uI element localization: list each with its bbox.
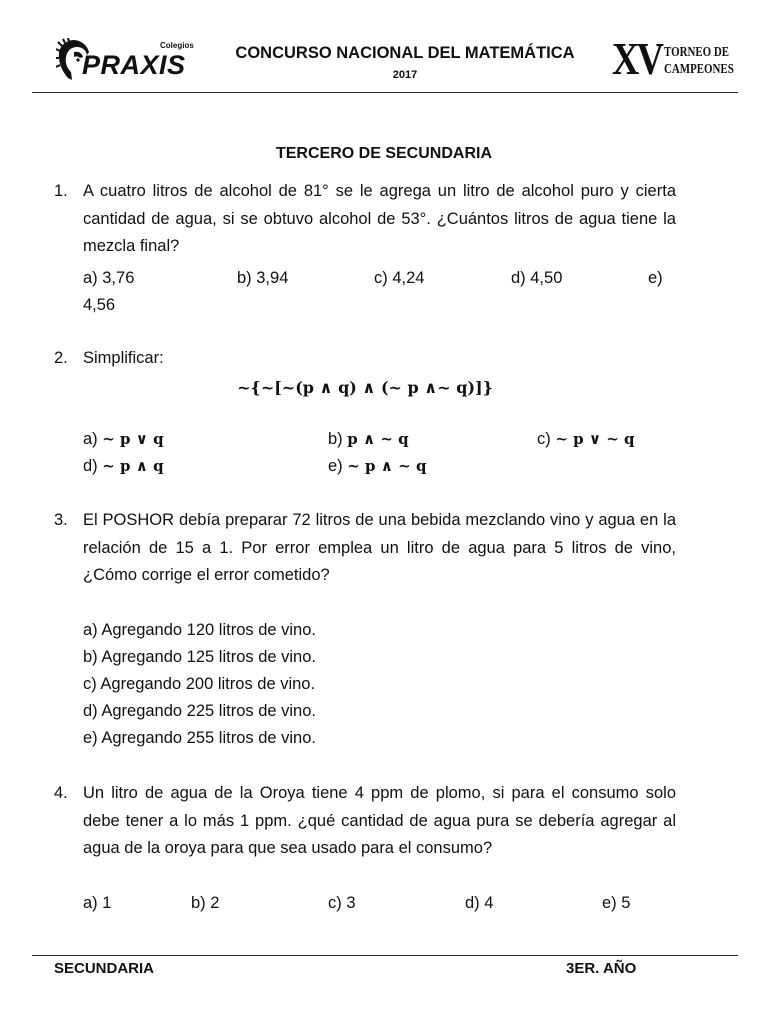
question-text: El POSHOR debía preparar 72 litros de una bebida mezclando vino y agua en la relación de 15 a 1. Por error emplea un litro de agua para 5 litros de vino, ¿Cómo corrige el error cometido? — [83, 511, 676, 584]
option-b — [328, 426, 409, 454]
logic-expression: ~{~[~(p ∧ q) ∧ (~ p ∧~ q)]} — [237, 378, 493, 397]
option-e — [328, 453, 426, 481]
option-c: c) 3 — [328, 894, 356, 912]
option-expression: ~ p ∨ q — [102, 430, 164, 448]
option-b: b) 2 — [191, 894, 220, 912]
option-e-value: 4,56 — [83, 296, 116, 314]
footer-level: SECUNDARIA — [54, 960, 155, 977]
badge-line-2: CAMPEONES — [664, 62, 734, 77]
option-expression: ~ p ∧ q — [102, 457, 164, 475]
option-a: a) 3,76 — [83, 269, 135, 287]
option-c: c) Agregando 200 litros de vino. — [83, 675, 316, 693]
option-expression: ~ p ∧ ~ q — [347, 457, 427, 475]
tournament-badge — [664, 44, 734, 78]
header-divider — [32, 92, 738, 93]
option-letter: b) — [328, 430, 343, 448]
question-2 — [54, 345, 676, 485]
option-expression: p ∧ ~ q — [347, 430, 409, 448]
question-number: 4. — [54, 784, 68, 802]
option-d: d) 4 — [465, 894, 494, 912]
contest-title: CONCURSO NACIONAL DEL MATEMÁTICA — [235, 44, 575, 62]
option-c: c) 4,24 — [374, 269, 425, 287]
option-c — [537, 426, 635, 454]
praxis-logo — [56, 36, 198, 84]
question-number: 2. — [54, 349, 68, 367]
option-e: e) — [648, 269, 663, 287]
option-e: e) 5 — [602, 894, 631, 912]
question-1 — [54, 178, 676, 318]
footer-grade: 3ER. AÑO — [566, 960, 637, 977]
option-letter: e) — [328, 457, 343, 475]
badge-numeral: XV — [612, 33, 662, 84]
option-letter: c) — [537, 430, 551, 448]
option-letter: a) — [83, 430, 98, 448]
contest-year: 2017 — [392, 69, 418, 81]
logo-subtitle: Colegios — [160, 41, 194, 50]
footer-divider — [32, 955, 738, 956]
badge-line-1: TORNEO DE — [664, 45, 730, 60]
question-text: Un litro de agua de la Oroya tiene 4 ppm de plomo, si para el consumo solo debe tener a lo más 1 ppm. ¿qué cantidad de agua pura se debería agregar al agua de la oroya para que sea usado para el consumo? — [83, 784, 676, 857]
option-a: a) Agregando 120 litros de vino. — [83, 621, 316, 639]
question-text: Simplificar: — [83, 349, 164, 367]
question-number: 1. — [54, 182, 68, 200]
option-letter: d) — [83, 457, 98, 475]
option-e: e) Agregando 255 litros de vino. — [83, 729, 316, 747]
question-text: A cuatro litros de alcohol de 81° se le agrega un litro de alcohol puro y cierta cantidad de agua, si se obtuvo alcohol de 53°. ¿Cuántos litros de agua tiene la mezcla final? — [83, 182, 676, 255]
option-a — [83, 426, 164, 454]
question-3 — [54, 507, 676, 757]
section-title: TERCERO DE SECUNDARIA — [275, 145, 492, 162]
option-expression: ~ p ∨ ~ q — [555, 430, 635, 448]
option-b: b) 3,94 — [237, 269, 289, 287]
option-d: d) Agregando 225 litros de vino. — [83, 702, 316, 720]
option-a: a) 1 — [83, 894, 112, 912]
option-d — [83, 453, 164, 481]
option-b: b) Agregando 125 litros de vino. — [83, 648, 316, 666]
question-4 — [54, 780, 676, 920]
option-d: d) 4,50 — [511, 269, 563, 287]
logo-wordmark: PRAXIS — [82, 50, 186, 80]
question-number: 3. — [54, 511, 68, 529]
